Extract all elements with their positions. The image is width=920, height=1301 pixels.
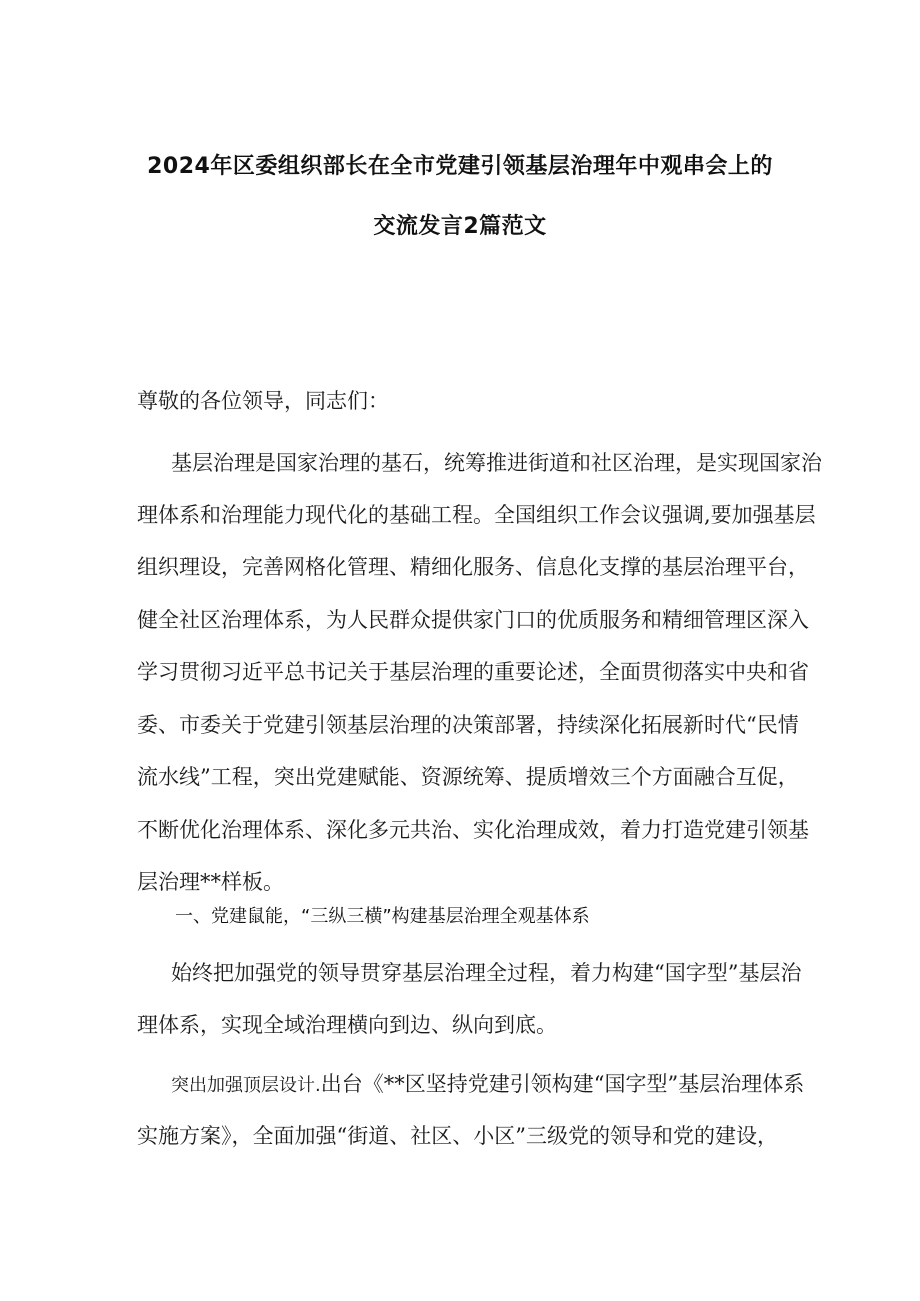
paragraph-1-line: 委、市委关于党建引领基层治理的决策部署，持续深化拓展新时代“民情 xyxy=(137,713,799,737)
paragraph-1-line: 流水线”工程，突出党建赋能、资源统筹、提质增效三个方面融合互促， xyxy=(137,765,799,789)
paragraph-1-line: 学习贯彻习近平总书记关于基层治理的重要论述，全面贯彻落实中央和省 xyxy=(137,660,809,684)
paragraph-1-line: 理体系和治理能力现代化的基础工程。全国组织工作会议强调,要加强基层 xyxy=(137,503,816,527)
paragraph-2-line: 始终把加强党的领导贯穿基层治理全过程，着力构建“国字型”基层治 xyxy=(171,961,802,985)
paragraph-1-line: 基层治理是国家治理的基石，统筹推进街道和社区治理，是实现国家治 xyxy=(171,451,822,475)
paragraph-3-line xyxy=(171,1068,804,1098)
paragraph-1-line: 健全社区治理体系，为人民群众提供家门口的优质服务和精细管理区深入 xyxy=(137,608,809,632)
paragraph-1-line: 组织理设，完善网格化管理、精细化服务、信息化支撑的基层治理平台， xyxy=(137,555,809,579)
greeting: 尊敬的各位领导，同志们： xyxy=(137,389,389,413)
paragraph-3-lead: 突出加强顶层设计. xyxy=(171,1075,321,1096)
paragraph-2-line: 理体系，实现全域治理横向到边、纵向到底。 xyxy=(137,1013,557,1037)
paragraph-1-line: 层治理**样板。 xyxy=(137,870,284,894)
document-title-line-1: 2024年区委组织部长在全市党建引领基层治理年中观串会上的 xyxy=(147,154,773,179)
paragraph-1-line: 不断优化治理体系、深化多元共治、实化治理成效，着力打造党建引领基 xyxy=(137,818,809,842)
paragraph-3-line-1-rest: 出台《**区坚持党建引领构建“国字型”基层治理体系 xyxy=(320,1072,805,1096)
document-title-line-2: 交流发言2篇范文 xyxy=(373,214,547,239)
section-1-heading: 一、党建鼠能，“三纵三横”构建基层治理全观基体系 xyxy=(175,906,590,927)
paragraph-3-line: 实施方案》，全面加强“街道、社区、小区”三级党的领导和党的建设， xyxy=(137,1124,778,1148)
